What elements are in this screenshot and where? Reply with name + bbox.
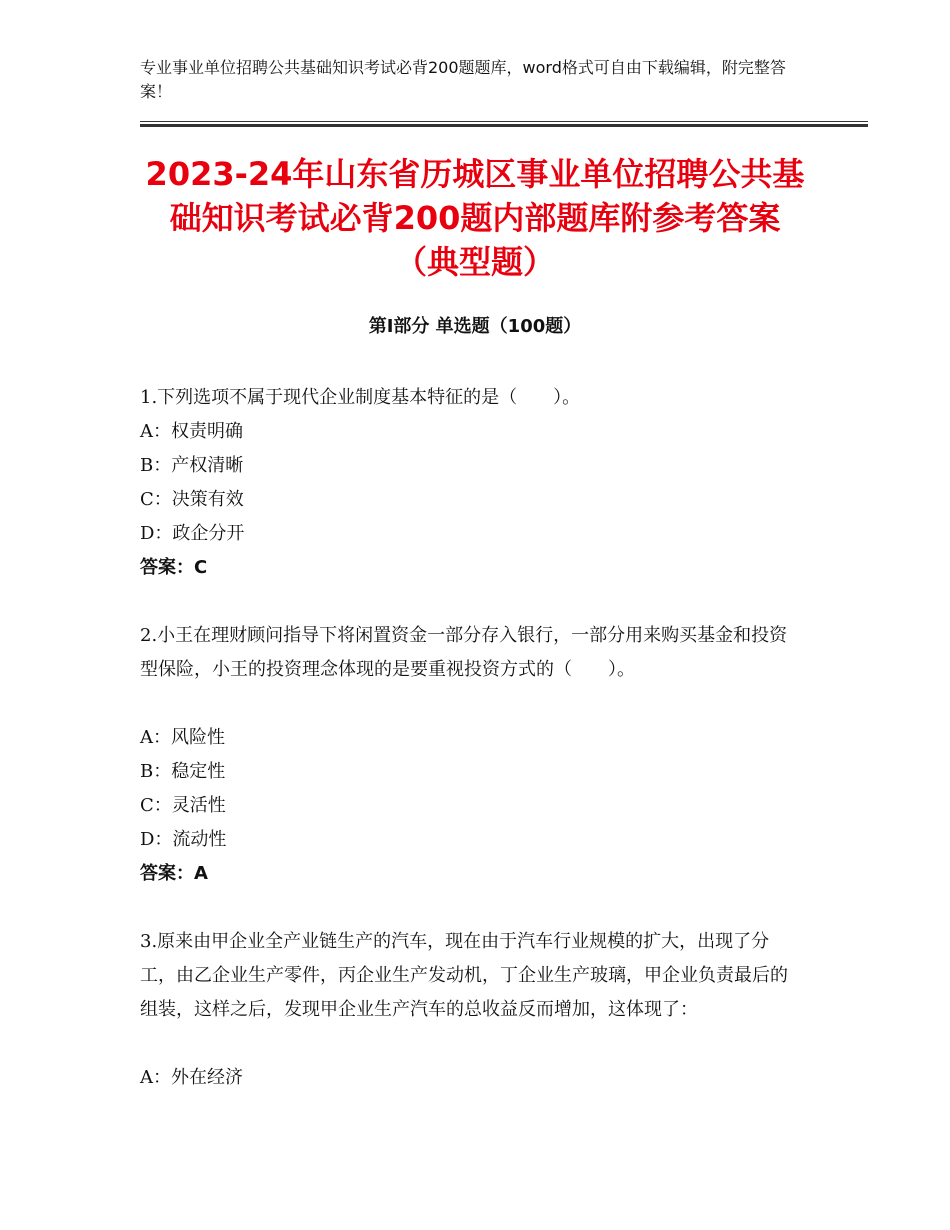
section-heading: 第Ⅰ部分 单选题（100题） <box>368 316 582 337</box>
question-3-stem: 3.原来由甲企业全产业链生产的汽车，现在由于汽车行业规模的扩大，出现了分工，由乙企业生产零件，丙企业生产发动机，丁企业生产玻璃，甲企业负责最后的组装，这样之后，发现甲企业生产汽车的总收益反而增加，这体现了： <box>140 931 788 1020</box>
document-title: 2023-24年山东省历城区事业单位招聘公共基础知识考试必背200题内部题库附参考答案（典型题） <box>145 155 805 281</box>
question-1-option-d: D：政企分开 <box>140 523 245 544</box>
header-note: 专业事业单位招聘公共基础知识考试必背200题题库，word格式可自由下载编辑，附完整答案！ <box>140 58 786 101</box>
header-divider-thick <box>140 124 868 127</box>
question-3-option-a: A：外在经济 <box>140 1067 243 1088</box>
question-1-answer: 答案：C <box>140 557 208 578</box>
question-2-option-d: D：流动性 <box>140 829 227 850</box>
question-2-option-b: B：稳定性 <box>140 761 226 782</box>
question-1-option-b: B：产权清晰 <box>140 455 244 476</box>
question-2-option-c: C：灵活性 <box>140 795 226 816</box>
question-1-stem: 1.下列选项不属于现代企业制度基本特征的是（ ）。 <box>140 387 581 408</box>
question-1-option-a: A：权责明确 <box>140 421 243 442</box>
question-1-option-c: C：决策有效 <box>140 489 244 510</box>
question-2-stem: 2.小王在理财顾问指导下将闲置资金一部分存入银行，一部分用来购买基金和投资型保险，小王的投资理念体现的是要重视投资方式的（ ）。 <box>140 625 788 680</box>
header-divider-thin <box>140 121 868 122</box>
question-2-option-a: A：风险性 <box>140 727 225 748</box>
question-2-answer: 答案：A <box>140 863 208 884</box>
